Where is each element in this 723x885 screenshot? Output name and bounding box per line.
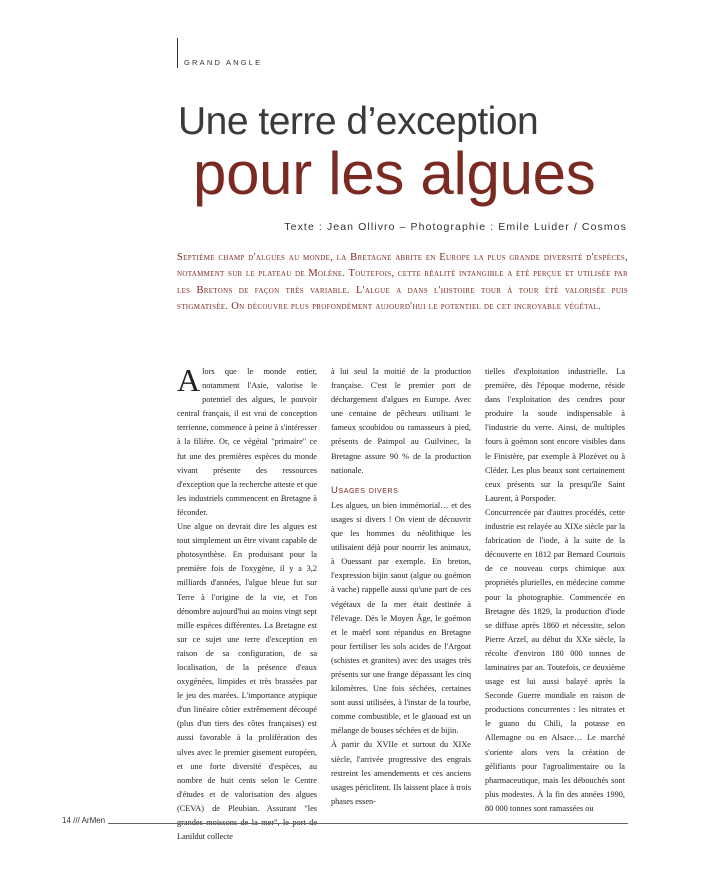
paragraph: À partir du XVIIe et surtout du XIXe siècle, l'arrivée progressive des engrais restreint les amendements et ces anciens usages périclitent. Ils laissent place à trois phases essen- [331,740,471,806]
footer-rule [62,823,628,824]
drop-cap: A [177,362,201,398]
lead-paragraph: Septième champ d'algues au monde, la Bretagne abrite en Europe la plus grande diversité d'espèces, notamment sur le plateau de Molène. Toutefois, cette réalité intangible a été perçue et utilisée par les Bretons de façon très variable. L'algue a dans l'histoire tour à tour été valorisée puis stigmatisée. On découvre plus profondément aujourd'hui le potentiel de cet incroyable végétal. [177,252,628,313]
body-column-1 [177,362,317,844]
page-folio: 14 /// ArMen [62,816,108,825]
section-rule [177,38,178,68]
paragraph: Une algue on devrait dire les algues est tout simplement un être vivant capable de photosynthèse. En produisant pour la première fois de l'oxygène, il y a 3,2 milliards d'années, l'algue bleue fut sur Terre à l'origine de la vie, et l'on dénombre aujourd'hui au moins vingt sept mille espèces différentes. La Bretagne est sur ce sujet une terre d'exception en raison de sa configuration, de sa localisation, de la présence d'eaux oxygénées, limpides et très brassées par le jeu des marées. L'importance atypique d'un linéaire côtier extrêmement découpé (plus d'un tiers des côtes françaises) est aussi favorable à la prolifération des ulves avec le premier gisement européen, et une forte diversité d'espèces, au nombre de huit cents selon le Centre d'études et de valorisation des algues (CEVA) de Pleubian. Assurant "les Lanildut collecte [177,522,317,842]
paragraph: à lui seul la moitié de la production française. C'est le premier port de déchargement d'algues en Europe. Avec une centaine de pêcheurs utilisant le fameux scoubidou ou ramasseurs à pied, présents de Paimpol au Guilvinec, la Bretagne assure 90 % de la production nationale. [331,367,471,475]
section-label: GRAND ANGLE [184,58,263,67]
title-line-1: Une terre d’exception [178,100,539,143]
subheading: Usages divers [331,484,399,496]
title-line-2: pour les algues [193,140,596,207]
body-column-2 [331,365,471,809]
paragraph: tielles d'exploitation industrielle. La première, dès l'époque moderne, réside dans l'exploitation des cendres pour produire la soude indispensable à l'industrie du verre. Ainsi, de multiples fours à goémon sont encore visibles dans le Finistère, par exemple à Plozévet ou à Cléder. Les plus beaux sont certainement ceux présents sur la presqu'île Saint Laurent, à Porspoder. [485,367,625,503]
body-column-3 [485,365,625,816]
byline: Texte : Jean Ollivro – Photographie : Emile Luider / Cosmos [284,221,627,233]
paragraph: Concurrencée par d'autres procédés, cette industrie est relayée au XIXe siècle par la fabrication de l'iode, à la suite de la découverte en 1812 par Bernard Courtois de ce nouveau corps chimique aux propriétés plurielles, en médecine comme pour la photographie. Commencée en Bretagne dès 1829, la production d'iode se diffuse après 1860 et nécessite, selon Pierre Arzel, au début du XXe siècle, la récolte d'environ 180 000 tonnes de laminaires par an. Toutefois, ce deuxième usage est lui aussi balayé après la Seconde Guerre mondiale en raison de productions concurrentes : les nitrates et le guano du Chili, la potasse en Allemagne ou en Alsace… Le marché s'oriente alors vers la création de gélifiants pour l'agroalimentaire ou la pharmaceutique, mais les débouchés sont plus modestes. À la fin des années 1990, 80 000 tonnes sont ramassées ou [485,507,625,813]
paragraph: lors que le monde entier, notamment l'Asie, valorise le potentiel des algues, le pouvoir central français, il est vrai de conception terrienne, commence à peine à s'intéresser à la filière. Or, ce végétal "primaire" ce fut une des premières espèces du monde vivant présente des ressources d'exception que la recherche atteste et que les industriels commencent en Bretagne à féconder. [177,367,317,517]
paragraph: Les algues, un bien immémorial… et des usages si divers ! On vient de découvrir que les hommes du néolithique les utilisaient déjà pour nourrir les animaux, à Ouessant par exemple. En breton, l'expression bijin saout (algue ou goémon à vache) rappelle aussi qu'une part de ces végétaux de la mer était destinée à l'élevage. Dès le Moyen Âge, le goémon et le maërl sont répandus en Bretagne pour fertiliser les sols acides de l'Argoat (schistes et granites) avec des usages très présents sur une frange dépassant les cinq kilomètres. Une fois séchées, certaines sont aussi utilisées, à l'instar de la tourbe, comme combustible, et le glaouad est un mélange de bouses séchées et de bijin. [331,500,471,736]
